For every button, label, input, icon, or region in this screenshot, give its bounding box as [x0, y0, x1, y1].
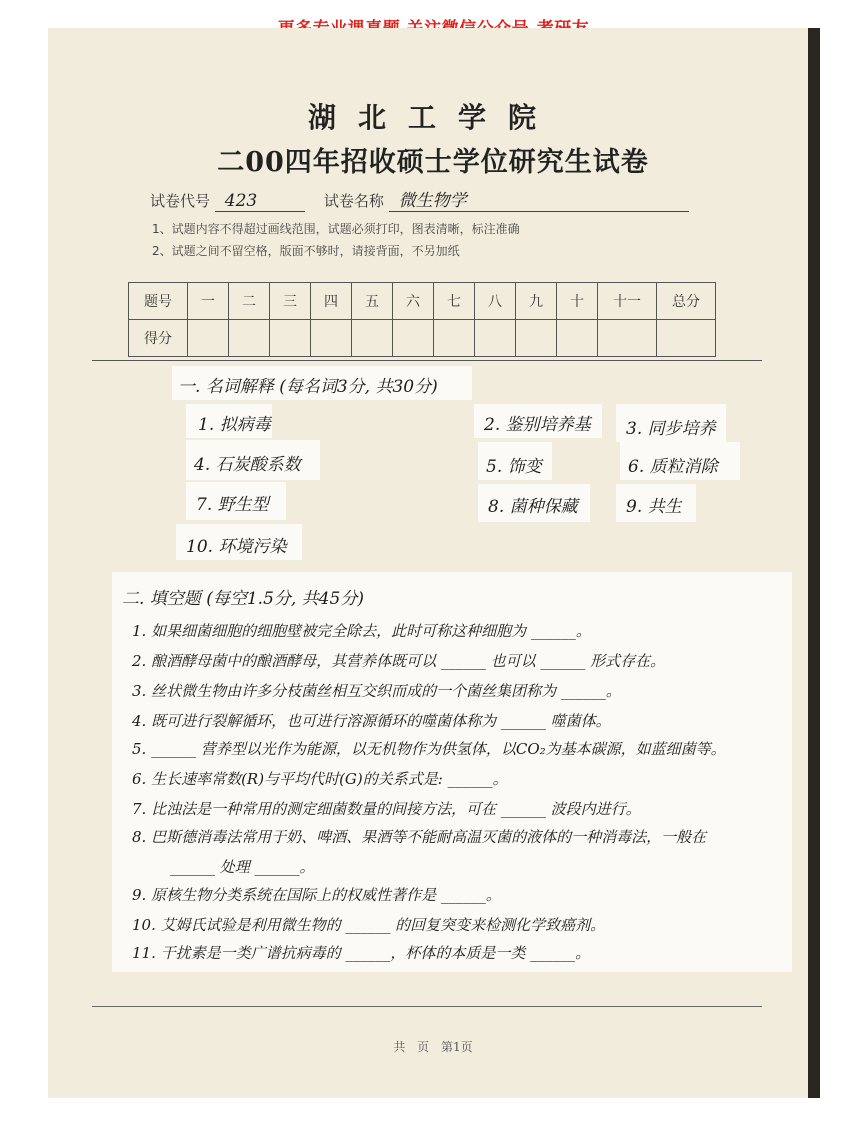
question-3: 3. 丝状微生物由许多分枝菌丝相互交织而成的一个菌丝集团称为 ______。 [132, 682, 621, 700]
term-3: 3. 同步培养 [626, 419, 716, 439]
column-header: 六 [393, 283, 434, 320]
score-table [128, 282, 716, 357]
exam-info-row [150, 186, 689, 212]
instruction-1: 1、试题内容不得超过画线范围，试题必须打印，图表清晰，标注准确 [152, 222, 520, 236]
exam-title: 二00四年招收硕士学位研究生试卷 [217, 147, 649, 178]
question-7: 7. 比浊法是一种常用的测定细菌数量的间接方法，可在 ______ 波段内进行。 [132, 800, 641, 818]
column-header: 七 [434, 283, 475, 320]
score-cell [229, 320, 270, 357]
bottom-divider [92, 1006, 762, 1007]
column-header: 八 [475, 283, 516, 320]
question-11: 11. 干扰素是一类广谱抗病毒的 ______，杯体的本质是一类 ______。 [132, 944, 591, 962]
name-label: 试卷名称 [323, 192, 384, 210]
name-value: 微生物学 [389, 186, 689, 212]
term-8: 8. 菌种保藏 [488, 497, 578, 517]
question-8: 8. 巴斯德消毒法常用于奶、啤酒、果酒等不能耐高温灭菌的液体的一种消毒法，一般在 [132, 828, 707, 846]
score-cell [270, 320, 311, 357]
score-cell [434, 320, 475, 357]
question-9: 9. 原核生物分类系统在国际上的权威性著作是 ______。 [132, 886, 501, 904]
top-divider [92, 360, 762, 361]
term-5: 5. 饰变 [486, 457, 542, 477]
score-cell [516, 320, 557, 357]
column-header: 十 [557, 283, 598, 320]
term-1: 1. 拟病毒 [198, 415, 271, 435]
column-header: 五 [352, 283, 393, 320]
question-8-continued: ______ 处理 ______。 [170, 858, 315, 876]
column-header: 一 [188, 283, 229, 320]
column-header: 二 [229, 283, 270, 320]
section1-title: 一. 名词解释 (每名词3分, 共30分) [178, 377, 438, 397]
book-spine [808, 28, 820, 1098]
page-footer: 共 页 第1页 [393, 1040, 473, 1054]
score-cell [657, 320, 716, 357]
question-2: 2. 酿酒酵母菌中的酿酒酵母，其营养体既可以 ______ 也可以 ______ 形式存在。 [132, 652, 666, 670]
question-10: 10. 艾姆氏试验是利用微生物的 ______ 的回复突变来检测化学致癌剂。 [132, 916, 606, 934]
question-6: 6. 生长速率常数(R)与平均代时(G)的关系式是: ______。 [132, 770, 508, 788]
question-number-row [129, 283, 716, 320]
score-row [129, 320, 716, 357]
term-4: 4. 石炭酸系数 [194, 455, 301, 475]
column-header: 三 [270, 283, 311, 320]
term-6: 6. 质粒消除 [628, 457, 718, 477]
section2-title: 二. 填空题 (每空1.5分, 共45分) [122, 589, 364, 609]
term-10: 10. 环境污染 [186, 537, 287, 557]
term-9: 9. 共生 [626, 497, 682, 517]
score-cell [475, 320, 516, 357]
score-cell [352, 320, 393, 357]
score-cell [598, 320, 657, 357]
score-cell [557, 320, 598, 357]
term-2: 2. 鉴别培养基 [484, 415, 591, 435]
column-header: 总分 [657, 283, 716, 320]
score-cell [393, 320, 434, 357]
code-label: 试卷代号 [150, 192, 211, 210]
column-header: 四 [311, 283, 352, 320]
row-label: 题号 [129, 283, 188, 320]
question-5: 5. ______ 营养型以光作为能源，以无机物作为供氢体，以CO₂为基本碳源，如蓝细菌等。 [132, 740, 726, 758]
score-cell [188, 320, 229, 357]
row-label: 得分 [129, 320, 188, 357]
column-header: 十一 [598, 283, 657, 320]
school-name: 湖北工学院 [307, 101, 558, 134]
term-7: 7. 野生型 [196, 495, 269, 515]
question-4: 4. 既可进行裂解循环，也可进行溶源循环的噬菌体称为 ______ 噬菌体。 [132, 712, 611, 730]
instruction-2: 2、试题之间不留空格，版面不够时，请接背面，不另加纸 [152, 244, 460, 258]
question-1: 1. 如果细菌细胞的细胞壁被完全除去，此时可称这种细胞为 ______。 [132, 622, 591, 640]
code-value: 423 [215, 191, 305, 212]
score-cell [311, 320, 352, 357]
column-header: 九 [516, 283, 557, 320]
